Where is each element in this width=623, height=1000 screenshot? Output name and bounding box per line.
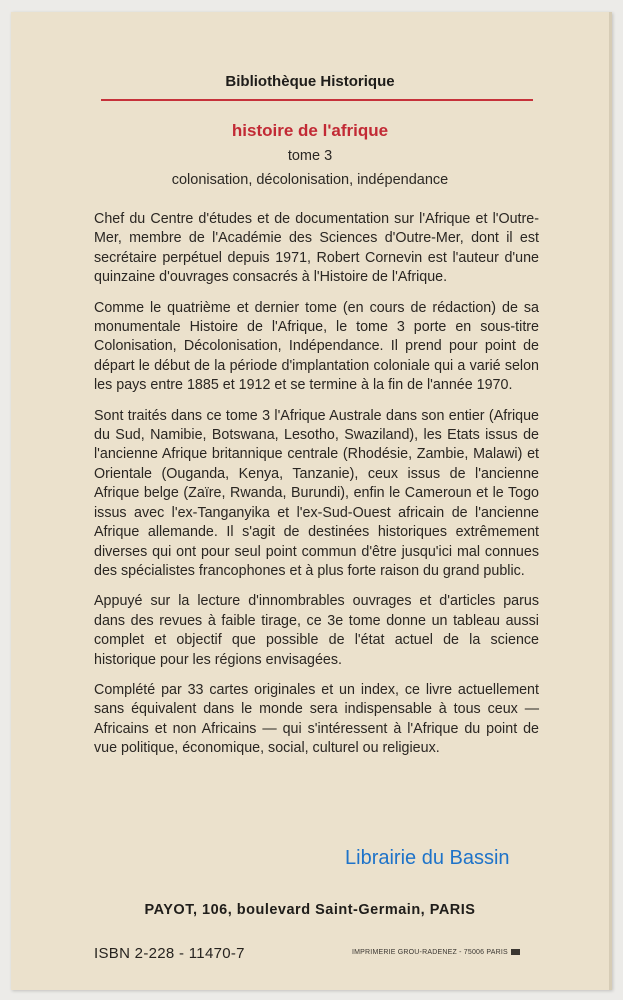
printer-name: IMPRIMERIE GROU-RADENEZ - 75006 PARIS [352, 949, 508, 956]
blurb-paragraph-regions: Sont traités dans ce tome 3 l'Afrique Australe dans son entier (Afrique du Sud, Namibie, Botswana, Lesotho, Swaziland), les Etats issus de l'ancienne Afrique britannique centrale (Rhodésie, Zambie, Malawi) et Orientale (Ouganda, Kenya, Tanzanie), ceux issus de l'ancienne Afrique belge (Zaïre, Rwanda, Burundi), enfin le Cameroun et le Togo issus avec l'ex-Tanganyika et l'ex-Sud-Ouest africain de l'ancienne Afrique allemande. Il s'agit de destinées historiques extrêmement diverses qui ont pour seul point commun d'être jusqu'ici mal connues des spécialistes francophones et à plus forte raison du grand public. [94, 407, 539, 579]
book-title: histoire de l'afrique [231, 121, 389, 140]
blurb-paragraph-author: Chef du Centre d'études et de documentation sur l'Afrique et l'Outre-Mer, membre de l'Académie des Sciences d'Outre-Mer, dont il est secrétaire perpétuel depuis 1971, Robert Cornevin est l'auteur d'une quinzaine d'ouvrages consacrés à l'Histoire de l'Afrique. [94, 211, 539, 286]
blurb-paragraph-sources: Appuyé sur la lecture d'innombrables ouvrages et d'articles parus dans des revues à faible tirage, ce 3e tome donne un tableau aussi complet et objectif que possible de l'état actuel de la science historique pour les régions envisagées. [94, 593, 539, 668]
red-divider [101, 99, 533, 101]
blurb-paragraph-volume: Comme le quatrième et dernier tome (en cours de rédaction) de sa monumentale Histoire de l'Afrique, le tome 3 porte en sous-titre Colonisation, Décolonisation, Indépendance. Il prend pour point de départ le début de la période d'implantation coloniale qui a varié selon les pays entre 1885 et 1912 et se termine à la fin de l'année 1970. [94, 299, 539, 394]
volume-number: tome 3 [287, 148, 333, 164]
series-name: Bibliothèque Historique [225, 73, 395, 90]
isbn-number: ISBN 2-228 - 11470-7 [94, 945, 245, 962]
book-subtitle: colonisation, décolonisation, indépendance [171, 172, 449, 188]
blurb-text [94, 210, 539, 770]
publisher-address: PAYOT, 106, boulevard Saint-Germain, PARIS [144, 902, 476, 918]
printer-logo-icon [511, 949, 520, 955]
seller-watermark: Librairie du Bassin [345, 847, 510, 869]
printer-credit [352, 949, 520, 956]
blurb-paragraph-content: Complété par 33 cartes originales et un index, ce livre actuellement sans équivalent dans le monde sera indispensable à tous ceux — Africains et non Africains — qui s'intéressent à l'Afrique du point de vue politique, économique, social, culturel ou religieux. [94, 681, 539, 757]
book-back-cover [11, 12, 612, 990]
